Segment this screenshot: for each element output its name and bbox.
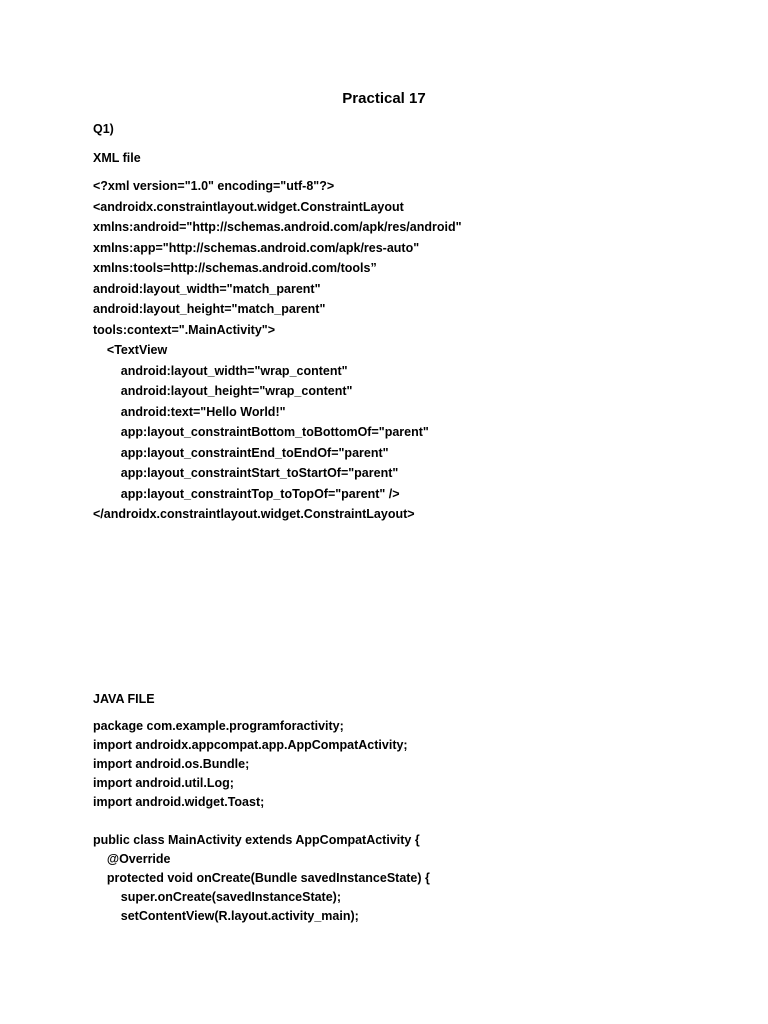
java-code-line: package com.example.programforactivity; — [93, 719, 344, 733]
java-code-line: protected void onCreate(Bundle savedInstanceState) { — [93, 871, 430, 885]
java-code-block — [93, 717, 430, 926]
xml-code-line: tools:context=".MainActivity"> — [93, 322, 276, 337]
xml-code-line: <?xml version="1.0" encoding="utf-8"?> — [93, 179, 335, 193]
question-label: Q1) — [93, 122, 114, 136]
java-heading: JAVA FILE — [93, 692, 155, 706]
xml-code-line: <TextView — [93, 343, 168, 357]
java-code-line: public class MainActivity extends AppCompatActivity { — [93, 833, 420, 847]
xml-code-line: <androidx.constraintlayout.widget.ConstraintLayout — [93, 199, 404, 214]
xml-code-line: </androidx.constraintlayout.widget.ConstraintLayout> — [93, 507, 415, 521]
page-title-text: Practical 17 — [342, 90, 426, 107]
xml-code-line: app:layout_constraintBottom_toBottomOf="parent" — [93, 425, 429, 439]
java-code-line: setContentView(R.layout.activity_main); — [93, 909, 359, 923]
xml-code-line: xmlns:android="http://schemas.android.com/apk/res/android" — [93, 220, 462, 234]
java-code-line: @Override — [93, 852, 171, 866]
java-code-line — [93, 812, 430, 831]
xml-code-block — [93, 176, 462, 525]
page-title — [0, 89, 768, 109]
xml-code-line: android:layout_width="wrap_content" — [93, 363, 348, 378]
xml-code-line: android:layout_height="match_parent" — [93, 302, 326, 316]
xml-code-line: android:layout_height="wrap_content" — [93, 384, 353, 398]
java-code-line: import android.util.Log; — [93, 776, 234, 790]
xml-code-line: app:layout_constraintEnd_toEndOf="parent" — [93, 445, 389, 460]
xml-code-line: xmlns:app="http://schemas.android.com/apk/res-auto" — [93, 240, 420, 255]
xml-heading: XML file — [93, 151, 141, 165]
xml-code-line: android:layout_width="match_parent" — [93, 281, 321, 296]
java-code-line: import androidx.appcompat.app.AppCompatActivity; — [93, 738, 408, 752]
xml-code-line: app:layout_constraintTop_toTopOf="parent" /> — [93, 486, 400, 501]
xml-code-line: xmlns:tools=http://schemas.android.com/tools” — [93, 261, 377, 275]
xml-code-line: android:text="Hello World!" — [93, 404, 286, 419]
java-code-line: super.onCreate(savedInstanceState); — [93, 890, 341, 904]
java-code-line: import android.os.Bundle; — [93, 757, 250, 771]
xml-code-line: app:layout_constraintStart_toStartOf="parent" — [93, 466, 399, 480]
java-code-line: import android.widget.Toast; — [93, 795, 265, 809]
